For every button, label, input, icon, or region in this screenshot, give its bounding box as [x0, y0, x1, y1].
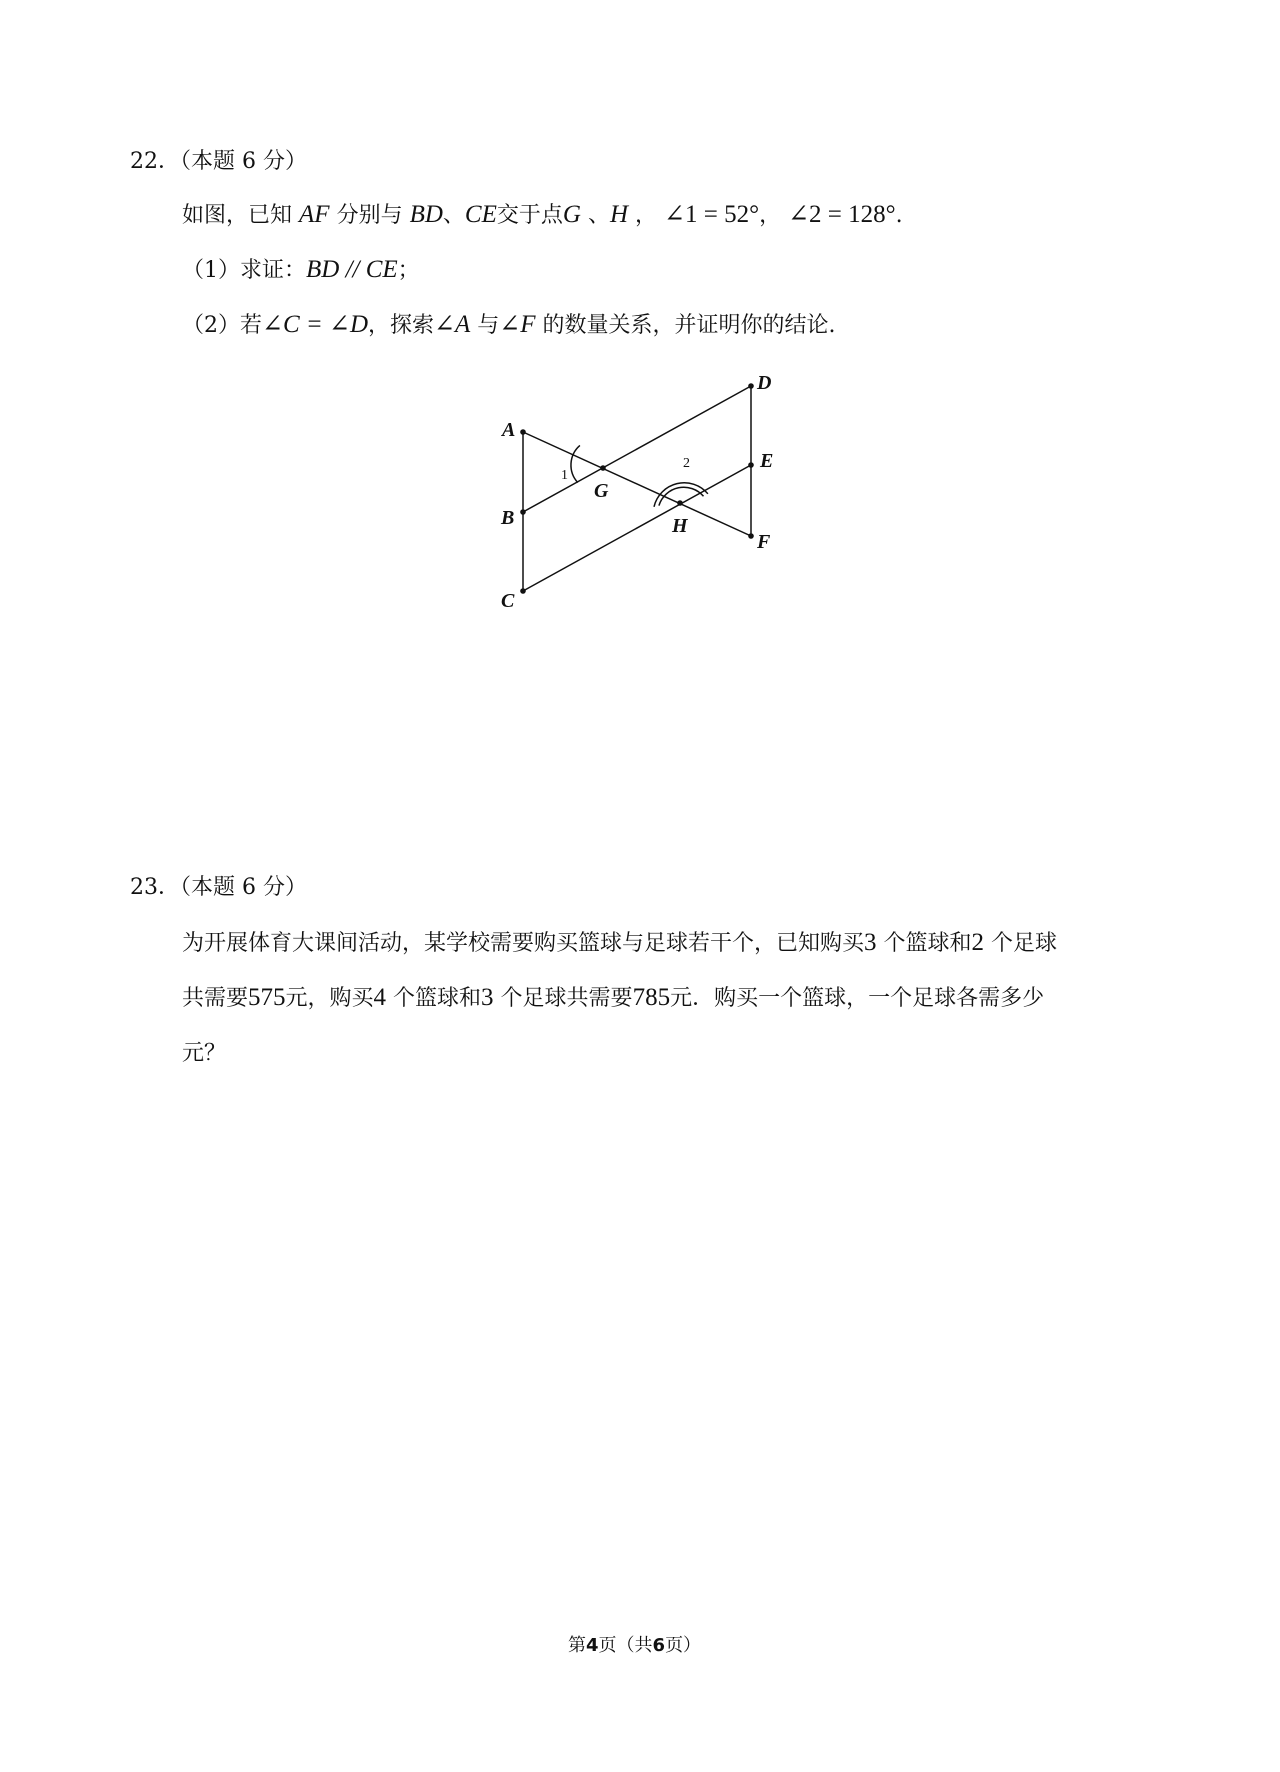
geometry-figure [0, 0, 1280, 700]
angle-1-arc [571, 445, 580, 482]
body-text: 个篮球和 [393, 986, 482, 1011]
number-785: 785 [632, 984, 671, 1011]
footer-text: 页（共 [598, 1635, 653, 1656]
stem-text: . [895, 203, 903, 228]
stem-text: 分别与 [336, 203, 403, 228]
number-4: 4 [373, 984, 387, 1011]
segment-BD [523, 386, 751, 512]
label-H: H [672, 515, 688, 537]
label-B: B [501, 507, 515, 529]
math-angle-f: ∠F [499, 311, 536, 338]
point-E [748, 462, 754, 468]
math-angle-c-eq-d: ∠C = ∠D [262, 311, 368, 338]
footer-text: 第 [568, 1635, 586, 1656]
label-C: C [501, 590, 515, 612]
q22-header: 22．（本题 6 分） [130, 149, 307, 174]
number-3: 3 [864, 929, 877, 956]
body-text: 元．购买一个篮球，一个足球各需多少 [670, 986, 1045, 1011]
point-C [520, 588, 526, 594]
stem-text: 交于点 [496, 203, 563, 228]
page-footer [568, 1631, 701, 1657]
label-G: G [594, 480, 609, 502]
math-parallel: BD // CE [306, 256, 398, 283]
number-3b: 3 [481, 984, 494, 1011]
label-A: A [502, 419, 516, 441]
body-text: 个足球共需要 [500, 986, 633, 1011]
body-text: 个足球 [991, 931, 1058, 956]
body-text: 为开展体育大课间活动，某学校需要购买篮球与足球若干个，已知购买 [182, 931, 865, 956]
part-label: （2）若 [182, 313, 262, 338]
part-text: 与 [477, 313, 500, 338]
part-text: 的数量关系，并证明你的结论. [542, 313, 836, 338]
point-F [748, 533, 754, 539]
math-BD: BD [409, 201, 443, 228]
angle-2-value: ∠2 = 128° [788, 201, 896, 228]
body-text: 共需要 [182, 986, 249, 1011]
number-2: 2 [971, 929, 985, 956]
q23-line-1 [182, 926, 1057, 957]
label-E: E [760, 450, 774, 472]
footer-text: 页） [665, 1635, 702, 1656]
stem-text: 、 [587, 203, 610, 228]
stem-text: ， [635, 203, 658, 228]
q23-line-2 [182, 981, 1044, 1012]
part-label: （1）求证： [182, 258, 306, 283]
body-text: 个篮球和 [883, 931, 972, 956]
point-G [600, 465, 606, 471]
math-angle-a: ∠A [434, 311, 471, 338]
body-text: 元，购买 [285, 986, 374, 1011]
stem-text: ， [759, 203, 782, 228]
math-AF: AF [299, 201, 330, 228]
point-H [677, 500, 683, 506]
page-number: 4 [586, 1635, 599, 1656]
number-575: 575 [248, 984, 286, 1011]
math-G: G [562, 201, 581, 228]
label-F: F [757, 531, 771, 553]
part-text: ； [397, 258, 420, 283]
point-A [520, 429, 526, 435]
q23-header: 23．（本题 6 分） [130, 875, 307, 900]
point-D [748, 383, 754, 389]
point-B [520, 509, 526, 515]
q23-line-3 [182, 1036, 226, 1067]
label-angle-2: 2 [683, 456, 690, 471]
label-angle-1: 1 [561, 468, 568, 483]
stem-text: 如图，已知 [182, 203, 293, 228]
stem-text: 、 [442, 203, 465, 228]
label-D: D [757, 372, 772, 394]
math-CE: CE [464, 201, 497, 228]
angle-1-value: ∠1 = 52° [664, 201, 760, 228]
part-text: ，探索 [368, 313, 435, 338]
body-text: 元？ [182, 1041, 227, 1066]
page-total: 6 [652, 1635, 666, 1656]
math-H: H [609, 201, 629, 228]
